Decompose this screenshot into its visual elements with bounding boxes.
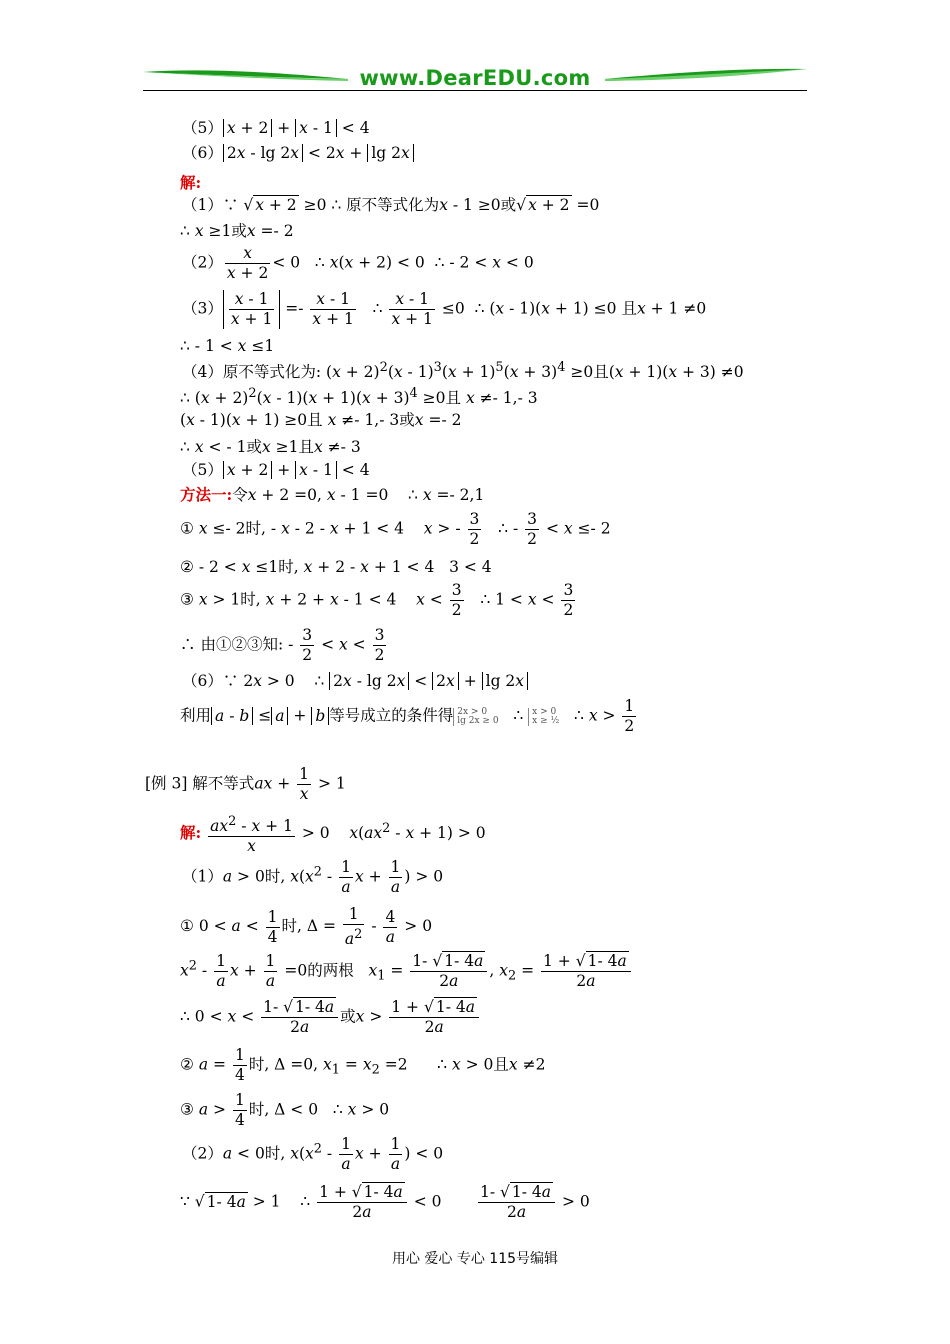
problem-6: （6） 2x - lg 2x < 2x + lg 2x bbox=[182, 143, 414, 163]
solution-3: （3） $\frac{x - 1}{x + 1}$ =- $\frac{x - 1}{x + 1}$ ∴ $\frac{x - 1}{x + 1}$ ≤0 ∴ (x - 1)(x + 1) ≤0 且x + 1 ≠0 bbox=[182, 290, 707, 328]
example-3: [例 3] 解不等式ax + $\frac{1}{x}$ > 1 bbox=[145, 765, 346, 803]
ex3-case-1: （1）a > 0时, $x(x^2$ - $\frac{1}{a}$ x + $\frac{1}{a}$ ) > 0 bbox=[182, 858, 444, 896]
solution-4-step2: ∴ $(x + 2)^2(x - 1)(x + 1)(x + 3)^4 \ge 0$且 x ≠- 1,- 3 bbox=[180, 386, 538, 408]
solution-3-result: ∴ - 1 < x ≤1 bbox=[180, 337, 275, 355]
solution-1: （1）∵ √ x + 2 ≥0 ∴ 原不等式化为x - 1 ≥0或√ x + 2 =0 bbox=[182, 196, 600, 214]
method-1-result: ∴ 由①②③知: - $\frac{3}{2}$ < x < $\frac{3}{2}$ bbox=[180, 626, 385, 664]
solution-4: （4）原不等式化为: $(x + 2)^2(x - 1)^3(x + 1)^5(x + 3)^4 \ge 0$且(x + 1)(x + 3) ≠0 bbox=[182, 360, 744, 382]
method-1: 方法一:令x + 2 =0, x - 1 =0 ∴ x =- 2,1 bbox=[180, 485, 485, 504]
case-1: ① x ≤- 2时, - x - 2 - x + 1 < 4 x > - $\frac{3}{2}$ ∴ - $\frac{3}{2}$ < x ≤- 2 bbox=[180, 510, 611, 548]
case-2: ② - 2 < x ≤1时, x + 2 - x + 1 < 4 3 < 4 bbox=[180, 558, 492, 576]
ex3-case-1-2: ② a = $\frac{1}{4}$ 时, Δ =0, $x_1 = x_2 =2$ ∴ x > 0且x ≠2 bbox=[180, 1046, 546, 1084]
problem-5: （5） x + 2 + x - 1 < 4 bbox=[182, 119, 370, 137]
solution-2: （2） $\frac{x}{x + 2}$ < 0 ∴ x(x + 2) < 0 ∴ - 2 < x < 0 bbox=[182, 244, 534, 282]
solution-5-heading: （5） x + 2 + x - 1 < 4 bbox=[182, 461, 370, 479]
ex3-roots: $x^2$ - $\frac{1}{a}$ x + $\frac{1}{a}$ =0的两根 $x_1$ = $\frac{1- √ 1- 4a}{2a}$ , $x_2$ = $\frac{1 + √ 1- 4a}{2a}$ bbox=[180, 952, 633, 991]
example-3-solution: 解: $\frac{ax^2 - x + 1}{x}$ > 0 $x(ax^2 - x + 1) > 0$ bbox=[180, 814, 486, 856]
ex3-case-2: （2）a < 0时, $x(x^2$ - $\frac{1}{a}$ x + $\frac{1}{a}$ ) < 0 bbox=[182, 1135, 444, 1173]
header-rule bbox=[143, 90, 807, 91]
page-header bbox=[143, 66, 807, 92]
solution-6: （6）∵ 2x > 0 ∴ 2x - lg 2x < 2x + lg 2x bbox=[182, 671, 528, 691]
ex3-case-2-step: ∵ √ 1- 4a > 1 ∴ $\frac{1 + √ 1- 4a}{2a}$ < 0 $\frac{1- √ 1- 4a}{2a}$ > 0 bbox=[180, 1183, 590, 1221]
solution-4-step3: (x - 1)(x + 1) ≥0且 x ≠- 1,- 3或x =- 2 bbox=[180, 411, 462, 429]
solution-label: 解: bbox=[180, 173, 202, 192]
case-3: ③ x > 1时, x + 2 + x - 1 < 4 x < $\frac{3}{2}$ ∴ 1 < x < $\frac{3}{2}$ bbox=[180, 581, 574, 619]
ex3-case-1-3: ③ a > $\frac{1}{4}$ 时, Δ < 0 ∴ x > 0 bbox=[180, 1091, 390, 1129]
solution-4-result: ∴ x < - 1或x ≥1且x ≠- 3 bbox=[180, 438, 361, 456]
solution-6-result: 利用 a - b ≤ a + b 等号成立的条件得 2x > 0 lg 2x ≥ 0 ∴ x > 0 x ≥ ½ ∴ x > $\frac{1}{2}$ bbox=[180, 697, 635, 735]
ex3-case-1-1-result: ∴ 0 < x < $\frac{1- √ 1- 4a}{2a}$ 或x > $\frac{1 + √ 1- 4a}{2a}$ bbox=[180, 998, 481, 1037]
solution-1-result: ∴ x ≥1或x =- 2 bbox=[180, 222, 294, 240]
page-footer: 用心 爱心 专心 115号编辑 bbox=[391, 1251, 559, 1267]
ex3-case-1-1: ① 0 < a < $\frac{1}{4}$ 时, Δ = $\frac{1}{a^2}$ - $\frac{4}{a}$ > 0 bbox=[180, 905, 433, 949]
site-logo-text: www.DearEDU.com bbox=[359, 66, 591, 90]
